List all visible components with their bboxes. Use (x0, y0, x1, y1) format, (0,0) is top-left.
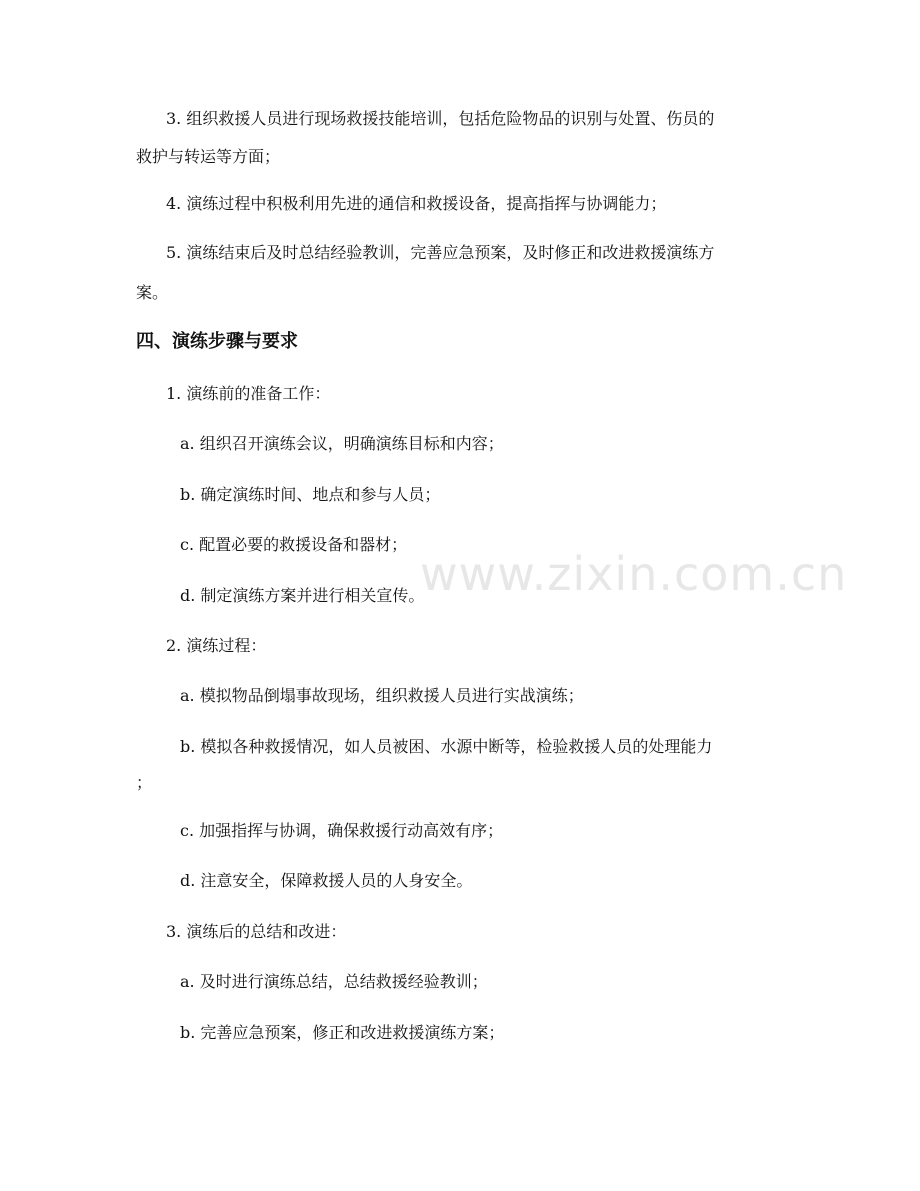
list-item-3-line1: 3. 组织救援人员进行现场救援技能培训，包括危险物品的识别与处置、伤员的 (166, 109, 715, 128)
step-2-item-d: d. 注意安全，保障救援人员的人身安全。 (180, 871, 473, 890)
step-1-item-a: a. 组织召开演练会议，明确演练目标和内容； (180, 434, 504, 453)
watermark: www.zixin.com.cn (420, 547, 848, 601)
list-item-4: 4. 演练过程中积极利用先进的通信和救援设备，提高指挥与协调能力； (166, 194, 667, 213)
section-heading: 四、演练步骤与要求 (136, 331, 298, 352)
step-1-item-d: d. 制定演练方案并进行相关宣传。 (180, 586, 425, 605)
step-3-title: 3. 演练后的总结和改进： (166, 922, 347, 941)
step-1-item-c: c. 配置必要的救援设备和器材； (180, 535, 408, 554)
step-1-title: 1. 演练前的准备工作： (166, 384, 331, 403)
step-2-title: 2. 演练过程： (166, 636, 267, 655)
list-item-3-line2: 救护与转运等方面； (136, 147, 281, 166)
step-1-item-b: b. 确定演练时间、地点和参与人员； (180, 485, 441, 504)
step-2-item-b-continuation: ； (136, 773, 153, 792)
step-3-item-a: a. 及时进行演练总结，总结救援经验教训； (180, 972, 488, 991)
step-2-item-c: c. 加强指挥与协调，确保救援行动高效有序； (180, 821, 504, 840)
step-2-item-a: a. 模拟物品倒塌事故现场，组织救援人员进行实战演练； (180, 686, 584, 705)
step-3-item-b: b. 完善应急预案，修正和改进救援演练方案； (180, 1023, 505, 1042)
step-2-item-b: b. 模拟各种救援情况，如人员被困、水源中断等，检验救援人员的处理能力 (180, 737, 713, 756)
list-item-5-line1: 5. 演练结束后及时总结经验教训，完善应急预案，及时修正和改进救援演练方 (166, 243, 715, 262)
list-item-5-line2: 案。 (136, 283, 169, 302)
